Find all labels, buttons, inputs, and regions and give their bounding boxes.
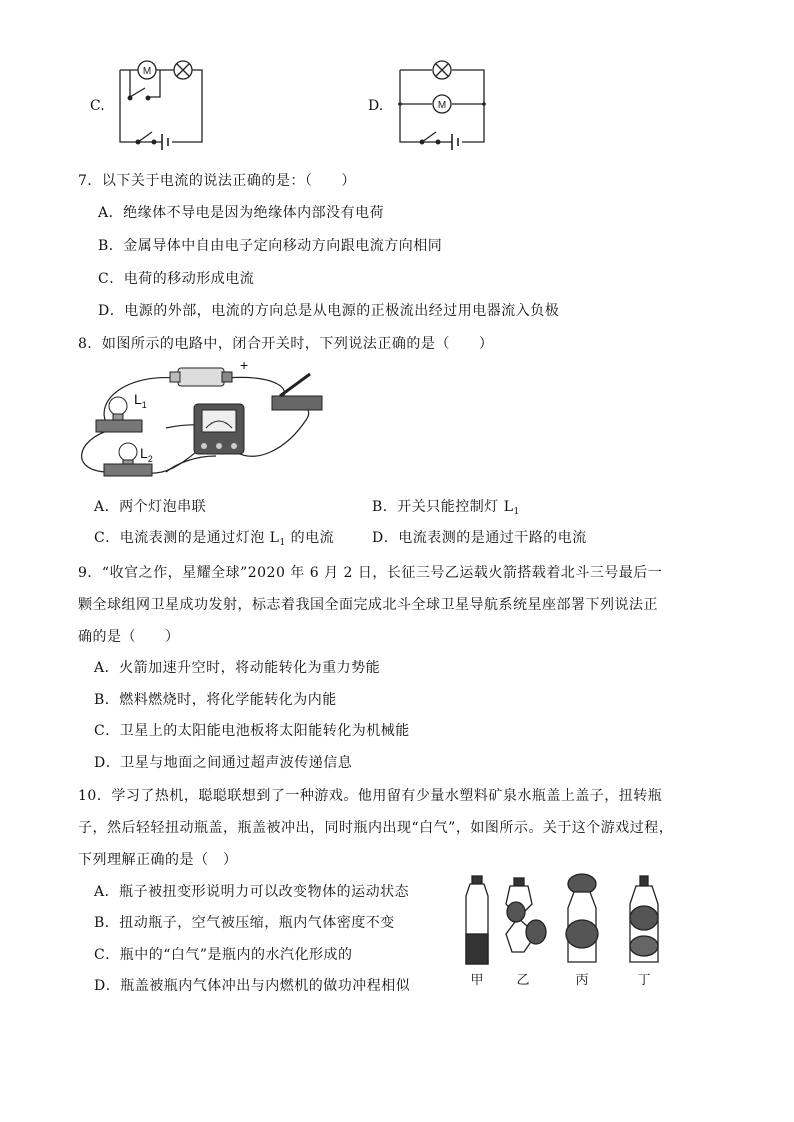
switch-icon bbox=[272, 374, 322, 410]
question-9-option-d: D．卫星与地面之间通过超声波传递信息 bbox=[94, 755, 353, 771]
question-9-option-a: A．火箭加速升空时，将动能转化为重力势能 bbox=[94, 660, 381, 676]
option-d-label: D. bbox=[368, 98, 384, 114]
fig-label-bing: 丙 bbox=[575, 973, 589, 988]
question-9-line-2: 颗全球组网卫星成功发射，标志着我国全面完成北斗全球卫星导航系统星座部署下列说法正 bbox=[78, 597, 658, 613]
question-8-option-c: C．电流表测的是通过灯泡 $L_1$ 的电流 bbox=[94, 530, 335, 548]
fig-label-ding: 丁 bbox=[637, 973, 651, 988]
bottle-jia-icon bbox=[466, 876, 488, 964]
lamp-l2-label: L bbox=[140, 445, 148, 461]
question-7-option-c: C．电荷的移动形成电流 bbox=[98, 271, 255, 287]
circuit-diagram-d bbox=[392, 56, 502, 152]
question-10-option-a: A．瓶子被扭变形说明力可以改变物体的运动状态 bbox=[94, 884, 410, 900]
bottle-ding-icon bbox=[630, 876, 658, 962]
battery-plus-sign: + bbox=[240, 357, 249, 373]
question-8-option-d: D．电流表测的是通过干路的电流 bbox=[372, 530, 587, 546]
svg-text:L1 bbox=[134, 391, 147, 410]
question-8-option-a: A．两个灯泡串联 bbox=[94, 499, 207, 515]
option-c-label: C. bbox=[90, 98, 105, 114]
question-7-option-d: D．电源的外部，电流的方向总是从电源的正极流出经过用电器流入负极 bbox=[98, 303, 560, 319]
circuit-diagram-c bbox=[110, 52, 220, 152]
question-8-stem: 8．如图所示的电路中，闭合开关时，下列说法正确的是（ ） bbox=[78, 336, 494, 352]
question-10-line-3: 下列理解正确的是（ ） bbox=[78, 852, 238, 868]
question-7-option-a: A．绝缘体不导电是因为绝缘体内部没有电荷 bbox=[98, 205, 385, 221]
question-9-option-c: C．卫星上的太阳能电池板将太阳能转化为机械能 bbox=[94, 723, 410, 739]
question-10-option-c: C．瓶中的“白气”是瓶内的水汽化形成的 bbox=[94, 947, 353, 963]
ammeter-icon bbox=[194, 404, 244, 454]
lamp-l2-sub: 2 bbox=[147, 454, 153, 464]
question-9-line-1: 9．“收官之作，星耀全球”2020 年 6 月 2 日，长征三号乙运载火箭搭载着北斗三号最后一 bbox=[78, 565, 663, 581]
bottle-bing-icon bbox=[566, 874, 598, 962]
question-9-line-3: 确的是（ ） bbox=[78, 629, 180, 645]
question-8-option-b: B．开关只能控制灯 $L_1$ bbox=[372, 499, 520, 517]
lamp-l1-label: L bbox=[134, 391, 142, 407]
question-7-stem: 7．以下关于电流的说法正确的是：（ ） bbox=[78, 173, 356, 189]
question-7-option-b: B．金属导体中自由电子定向移动方向跟电流方向相同 bbox=[98, 238, 443, 254]
svg-text:M: M bbox=[437, 100, 447, 111]
fig-label-yi: 乙 bbox=[516, 973, 530, 988]
physical-circuit-figure bbox=[66, 357, 336, 478]
question-9-option-b: B．燃料燃烧时，将化学能转化为内能 bbox=[94, 692, 337, 708]
fig-label-jia: 甲 bbox=[470, 973, 484, 988]
question-10-line-2: 子，然后轻轻扭动瓶盖，瓶盖被冲出，同时瓶内出现“白气”，如图所示。关于这个游戏过程， bbox=[78, 820, 674, 836]
question-10-option-b: B．扭动瓶子，空气被压缩，瓶内气体密度不变 bbox=[94, 915, 395, 931]
svg-text:L2 bbox=[140, 445, 153, 464]
bottle-yi-icon bbox=[506, 878, 546, 952]
lamp-l1-sub: 1 bbox=[141, 400, 147, 410]
question-10-line-1: 10．学习了热机，聪聪联想到了一种游戏。他用留有少量水塑料矿泉水瓶盖上盖子，扭转瓶 bbox=[78, 788, 663, 804]
svg-text:M: M bbox=[142, 66, 152, 77]
question-10-option-d: D．瓶盖被瓶内气体冲出与内燃机的做功冲程相似 bbox=[94, 978, 411, 994]
battery-icon bbox=[170, 368, 232, 386]
bottle-game-figure bbox=[458, 872, 688, 992]
